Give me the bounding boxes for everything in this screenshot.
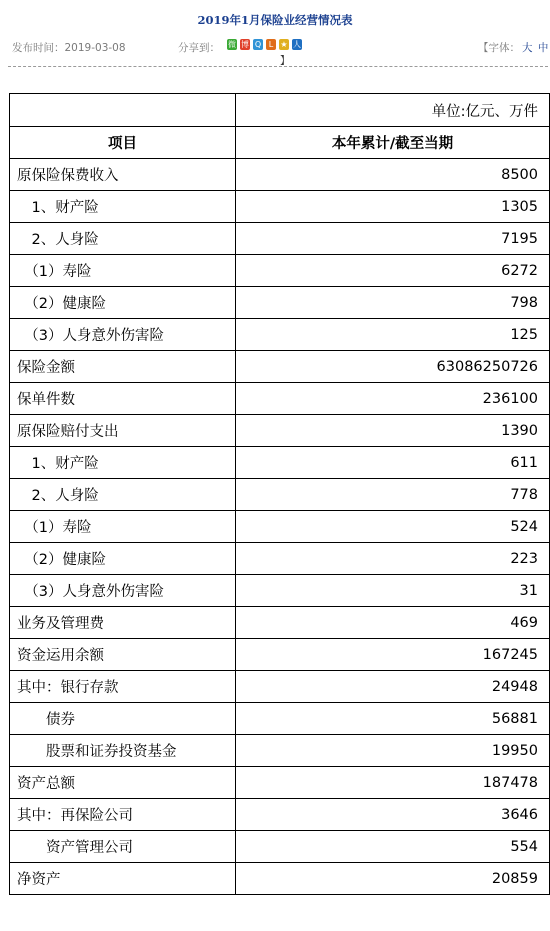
share-people-icon[interactable]: 人 (293, 40, 301, 49)
share-favorite-icon[interactable]: ★ (280, 40, 288, 49)
row-label: 保单件数 (10, 383, 236, 415)
share-wechat-icon[interactable]: 微 (228, 40, 236, 49)
table-row (10, 223, 550, 255)
row-value: 19950 (236, 735, 550, 767)
share-label: 分享到： (178, 42, 220, 54)
share-icons (227, 39, 302, 50)
share-renren-icon[interactable]: L (266, 39, 276, 50)
unit-label: 单位:亿元、万件 (236, 94, 550, 127)
header-divider (8, 66, 548, 67)
table-row (10, 191, 550, 223)
row-value: 3646 (236, 799, 550, 831)
row-label: （1）寿险 (10, 255, 236, 287)
row-label: （1）寿险 (10, 511, 236, 543)
column-header-value: 本年累计/截至当期 (236, 127, 550, 159)
row-value: 524 (236, 511, 550, 543)
row-value: 6272 (236, 255, 550, 287)
row-value: 24948 (236, 671, 550, 703)
table-row (10, 255, 550, 287)
table-row (10, 159, 550, 191)
row-value: 236100 (236, 383, 550, 415)
unit-row (10, 94, 550, 127)
table-row (10, 639, 550, 671)
row-value: 554 (236, 831, 550, 863)
row-label: 净资产 (10, 863, 236, 895)
table-row (10, 831, 550, 863)
row-value: 63086250726 (236, 351, 550, 383)
table-row (10, 671, 550, 703)
table-row (10, 543, 550, 575)
row-value: 1305 (236, 191, 550, 223)
publish-date: 发布时间：2019-03-08 (12, 42, 126, 54)
table-row (10, 511, 550, 543)
row-label: 原保险保费收入 (10, 159, 236, 191)
row-value: 125 (236, 319, 550, 351)
row-value: 469 (236, 607, 550, 639)
row-label: 股票和证券投资基金 (10, 735, 236, 767)
row-value: 1390 (236, 415, 550, 447)
table-row (10, 575, 550, 607)
page-title: 2019年1月保险业经营情况表 (197, 13, 353, 27)
share-qzone-icon[interactable]: Q (254, 40, 262, 49)
row-value: 798 (236, 287, 550, 319)
table-row (10, 415, 550, 447)
row-label: 1、财产险 (10, 191, 236, 223)
table-row (10, 735, 550, 767)
row-label: 其中：再保险公司 (10, 799, 236, 831)
table-row (10, 479, 550, 511)
insurance-data-table (9, 93, 550, 895)
table-row (10, 863, 550, 895)
share-bracket: 】 (280, 56, 290, 67)
row-value: 7195 (236, 223, 550, 255)
table-row (10, 447, 550, 479)
header-row (10, 127, 550, 159)
unit-row-blank (10, 94, 236, 127)
row-label: 2、人身险 (10, 223, 236, 255)
row-label: 1、财产险 (10, 447, 236, 479)
row-label: 业务及管理费 (10, 607, 236, 639)
table-row (10, 607, 550, 639)
font-size-control (478, 40, 548, 55)
column-header-item: 项目 (10, 127, 236, 159)
font-size-medium-link[interactable]: 中 (537, 42, 549, 54)
font-size-label: 【字体： (478, 42, 520, 54)
font-size-large-link[interactable]: 大 (522, 42, 533, 54)
article-meta (0, 40, 550, 67)
row-label: （3）人身意外伤害险 (10, 319, 236, 351)
row-label: 资金运用余额 (10, 639, 236, 671)
table-row (10, 799, 550, 831)
row-label: （2）健康险 (10, 543, 236, 575)
table-row (10, 351, 550, 383)
row-value: 611 (236, 447, 550, 479)
row-label: 债券 (10, 703, 236, 735)
table-row (10, 287, 550, 319)
row-label: 2、人身险 (10, 479, 236, 511)
row-value: 187478 (236, 767, 550, 799)
row-value: 8500 (236, 159, 550, 191)
row-label: 原保险赔付支出 (10, 415, 236, 447)
row-value: 56881 (236, 703, 550, 735)
table-row (10, 383, 550, 415)
row-label: 资产管理公司 (10, 831, 236, 863)
row-value: 223 (236, 543, 550, 575)
share-weibo-icon[interactable]: 博 (241, 40, 249, 49)
row-label: 其中：银行存款 (10, 671, 236, 703)
row-value: 20859 (236, 863, 550, 895)
row-label: 资产总额 (10, 767, 236, 799)
table-row (10, 767, 550, 799)
row-label: （3）人身意外伤害险 (10, 575, 236, 607)
row-value: 31 (236, 575, 550, 607)
row-value: 778 (236, 479, 550, 511)
row-label: 保险金额 (10, 351, 236, 383)
table-row (10, 703, 550, 735)
table-row (10, 319, 550, 351)
row-label: （2）健康险 (10, 287, 236, 319)
row-value: 167245 (236, 639, 550, 671)
